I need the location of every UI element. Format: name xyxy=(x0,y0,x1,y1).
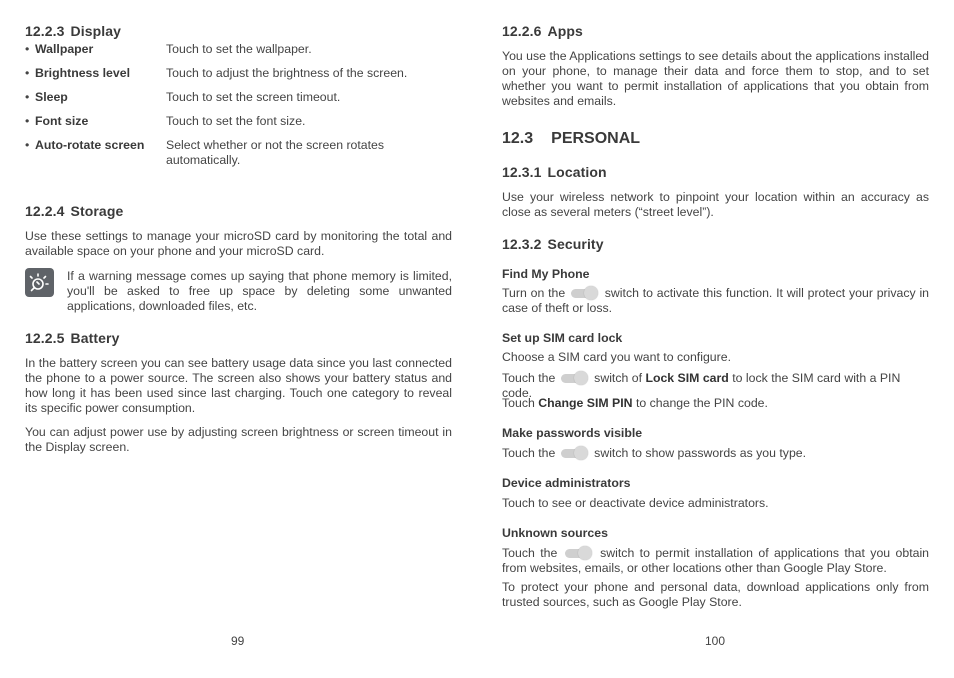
section-heading-location: 12.3.1 Location xyxy=(502,164,607,180)
toggle-switch-icon xyxy=(561,371,589,385)
lightbulb-icon xyxy=(25,268,54,297)
page-number-right: 100 xyxy=(705,634,726,648)
find-my-phone-label: Find My Phone xyxy=(502,267,590,281)
section-heading-personal: 12.3 PERSONAL xyxy=(502,130,641,147)
section-heading-display: 12.2.3 Display xyxy=(25,23,122,39)
toggle-switch-icon xyxy=(565,546,593,560)
battery-text-2: You can adjust power use by adjusting screen brightness or screen timeout in the Display screen. xyxy=(25,425,452,454)
unknown-sources-text: Touch the switch to permit installation of applications that you obtain from websites, emails, or other locations other than Google Play Store. xyxy=(502,546,930,575)
sim-lock-line-2: Touch the switch of Lock SIM card to lock the SIM card with a PIN code. xyxy=(502,371,901,400)
sim-lock-line-1: Choose a SIM card you want to configure. xyxy=(502,350,731,364)
section-heading-storage: 12.2.4 Storage xyxy=(25,203,124,219)
device-admin-text: Touch to see or deactivate device administrators. xyxy=(502,496,769,510)
section-heading-security: 12.3.2 Security xyxy=(502,236,604,252)
page-number-left: 99 xyxy=(231,634,245,648)
passwords-label: Make passwords visible xyxy=(502,426,643,440)
storage-note: If a warning message comes up saying that phone memory is limited, you'll be asked to free up space by deleting some unwanted applications, downloaded files, etc. xyxy=(67,269,452,313)
toggle-switch-icon xyxy=(561,446,589,460)
section-heading-apps: 12.2.6 Apps xyxy=(502,23,583,39)
sim-lock-label: Set up SIM card lock xyxy=(502,331,623,345)
battery-text-1: In the battery screen you can see battery usage data since you last connected the phone to a power source. The screen also shows your battery status and how long it has been used since last charging. Touch one category to reveal its specific power consumption. xyxy=(25,356,452,415)
find-my-phone-text: Turn on the switch to activate this function. It will protect your privacy in case of theft or loss. xyxy=(502,286,930,315)
device-admin-label: Device administrators xyxy=(502,476,631,490)
unknown-sources-label: Unknown sources xyxy=(502,526,608,540)
section-heading-battery: 12.2.5 Battery xyxy=(25,330,120,346)
apps-text: You use the Applications settings to see details about the applications installed on your phone, to manage their data and force them to stop, and to set whether you want to permit installation of applications that you obtain from websites and emails. xyxy=(502,49,929,108)
right-page xyxy=(502,0,929,678)
storage-text: Use these settings to manage your microSD card by monitoring the total and available space on your phone and your microSD card. xyxy=(25,229,452,258)
unknown-sources-text-2: To protect your phone and personal data, download applications only from trusted sources, such as Google Play Store. xyxy=(502,580,929,609)
location-text: Use your wireless network to pinpoint your location within an accuracy as close as several meters (“street level”). xyxy=(502,190,929,219)
left-page: 12.2.3 Display • Wallpaper Touch to set the wallpaper. • Brightness level Touch to adjust the brightness of the screen. • Sleep Touch to set the screen timeout. • Font size Touch to set the font size. • Auto-rotate screen Select whether or not the screen rotates automatically. 12.2.4 Storage Use these settings to manage your microSD card by monitoring the total and available space on your phone and your microSD card. If a warning message comes up saying that phone memory is limited, you'll be asked to free up space by deleting some unwanted applications, downloaded files, etc. 12.2.5 Battery In the battery screen you can see battery usage data since you last connected the phone to a power source. The screen also shows your battery status and how long it has been used since last charging. Touch one category to reveal its specific power consumption. You can adjust power use by adjusting screen brightness or screen timeout in the Display screen. 99 xyxy=(25,23,452,648)
passwords-text: Touch the switch to show passwords as you type. xyxy=(502,446,807,460)
sim-lock-line-3: Touch Change SIM PIN to change the PIN code. xyxy=(502,396,768,410)
toggle-switch-icon xyxy=(571,286,599,300)
